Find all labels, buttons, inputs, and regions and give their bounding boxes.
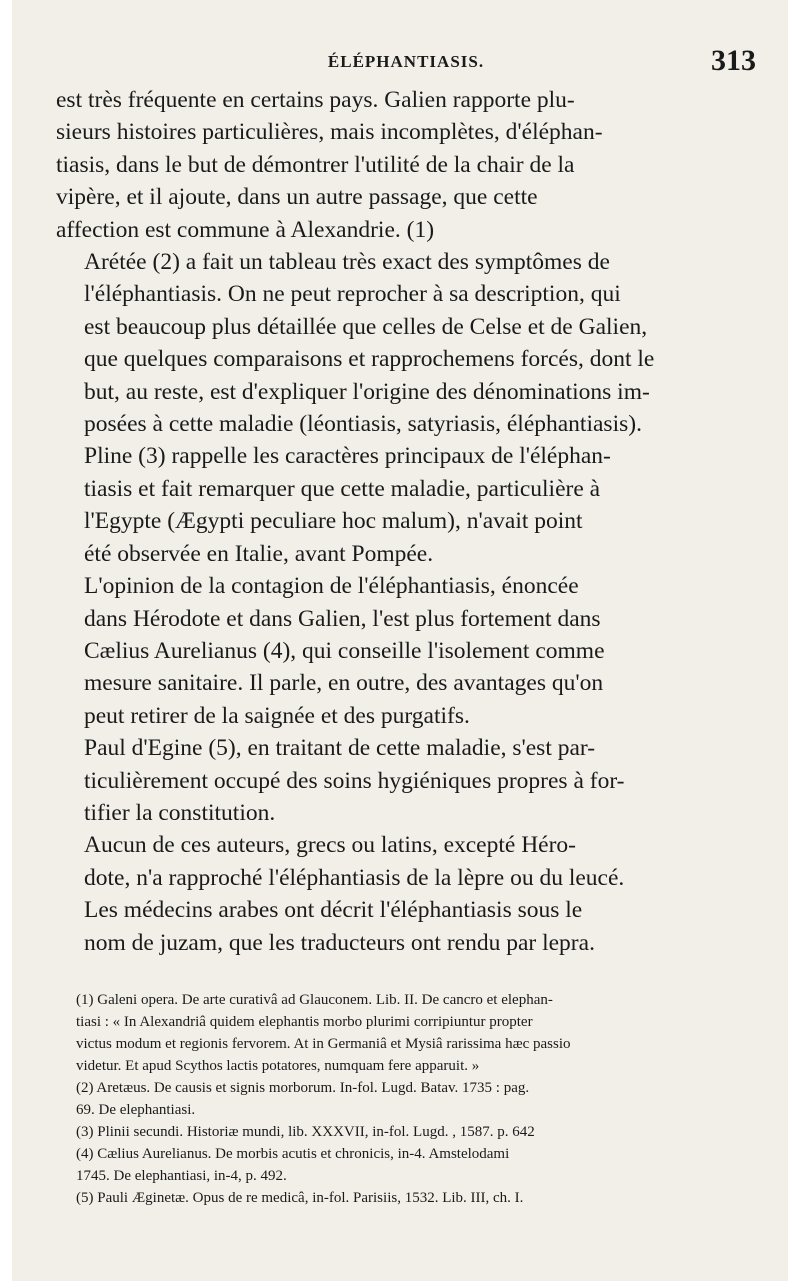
footnote-line: videtur. Et apud Scythos lactis potatores, numquam fere apparuit. »: [76, 1057, 480, 1074]
page-number: 313: [711, 44, 756, 77]
text-line: L'opinion de la contagion de l'éléphantiasis, énoncée: [84, 573, 579, 600]
text-line: tifier la constitution.: [84, 799, 276, 826]
text-line: vipère, et il ajoute, dans un autre passage, que cette: [56, 184, 538, 211]
text-line: Les médecins arabes ont décrit l'éléphantiasis sous le: [84, 897, 583, 924]
text-line: dans Hérodote et dans Galien, l'est plus fortement dans: [84, 605, 601, 632]
text-line: est beaucoup plus détaillée que celles de Celse et de Galien,: [84, 313, 648, 340]
running-head: [56, 44, 756, 84]
text-line: Aucun de ces auteurs, grecs ou latins, excepté Héro-: [84, 832, 576, 859]
paragraph-6: [56, 829, 756, 894]
text-line: l'éléphantiasis. On ne peut reprocher à sa description, qui: [84, 281, 621, 308]
footnote-line: (5) Pauli Æginetæ. Opus de re medicâ, in-fol. Parisiis, 1532. Lib. III, ch. I.: [76, 1189, 524, 1206]
paragraph-7: [56, 894, 756, 959]
book-page: [12, 0, 788, 1281]
text-line: Cælius Aurelianus (4), qui conseille l'isolement comme: [84, 637, 605, 664]
footnote-3: [56, 1121, 756, 1143]
text-line: ticulièrement occupé des soins hygiéniques propres à for-: [84, 767, 625, 794]
paragraph-4: [56, 570, 756, 732]
footnote-1: [56, 989, 756, 1077]
footnote-line: tiasi : « In Alexandriâ quidem elephantis morbo plurimi corripiuntur propter: [76, 1013, 533, 1030]
footnote-line: 1745. De elephantiasi, in-4, p. 492.: [76, 1167, 287, 1184]
text-line: que quelques comparaisons et rapprochemens forcés, dont le: [84, 346, 655, 373]
text-line: nom de juzam, que les traducteurs ont rendu par lepra.: [84, 929, 595, 956]
text-line: est très fréquente en certains pays. Galien rapporte plu-: [56, 87, 575, 113]
footnote-line: victus modum et regionis fervorem. At in Germaniâ et Mysiâ rarissima hæc passio: [76, 1035, 571, 1052]
footnote-line: (4) Cælius Aurelianus. De morbis acutis et chronicis, in-4. Amstelodami: [76, 1145, 510, 1162]
footnotes: [56, 989, 756, 1209]
text-line: Arétée (2) a fait un tableau très exact des symptômes de: [84, 249, 610, 276]
paragraph-2: [56, 246, 756, 440]
body-text: [56, 84, 756, 959]
paragraph-5: [56, 732, 756, 829]
text-line: l'Egypte (Ægypti peculiare hoc malum), n'avait point: [84, 508, 583, 535]
footnote-4: [56, 1143, 756, 1187]
footnote-line: (3) Plinii secundi. Historiæ mundi, lib. XXXVII, in-fol. Lugd. , 1587. p. 642: [76, 1123, 535, 1140]
text-line: affection est commune à Alexandrie. (1): [56, 216, 435, 243]
text-line: mesure sanitaire. Il parle, en outre, des avantages qu'on: [84, 670, 604, 697]
footnote-5: [56, 1187, 756, 1209]
footnote-line: 69. De elephantiasi.: [76, 1101, 196, 1118]
text-line: sieurs histoires particulières, mais incomplètes, d'éléphan-: [56, 119, 603, 146]
footnote-line: (1) Galeni opera. De arte curativâ ad Glauconem. Lib. II. De cancro et elephan-: [76, 991, 553, 1008]
running-title: ÉLÉPHANTIASIS.: [327, 52, 485, 71]
text-line: posées à cette maladie (léontiasis, satyriasis, éléphantiasis).: [84, 411, 642, 438]
text-line: Pline (3) rappelle les caractères principaux de l'éléphan-: [84, 443, 611, 470]
footnote-2: [56, 1077, 756, 1121]
text-line: été observée en Italie, avant Pompée.: [84, 540, 434, 567]
text-line: Paul d'Egine (5), en traitant de cette maladie, s'est par-: [84, 735, 596, 762]
text-line: peut retirer de la saignée et des purgatifs.: [84, 702, 470, 729]
text-line: dote, n'a rapproché l'éléphantiasis de la lèpre ou du leucé.: [84, 864, 625, 891]
text-line: tiasis et fait remarquer que cette maladie, particulière à: [84, 475, 601, 502]
paragraph-1: [56, 84, 756, 246]
text-line: tiasis, dans le but de démontrer l'utilité de la chair de la: [56, 151, 575, 178]
footnote-line: (2) Aretæus. De causis et signis morborum. In-fol. Lugd. Batav. 1735 : pag.: [76, 1079, 530, 1096]
paragraph-3: [56, 440, 756, 570]
text-line: but, au reste, est d'expliquer l'origine des dénominations im-: [84, 378, 650, 405]
